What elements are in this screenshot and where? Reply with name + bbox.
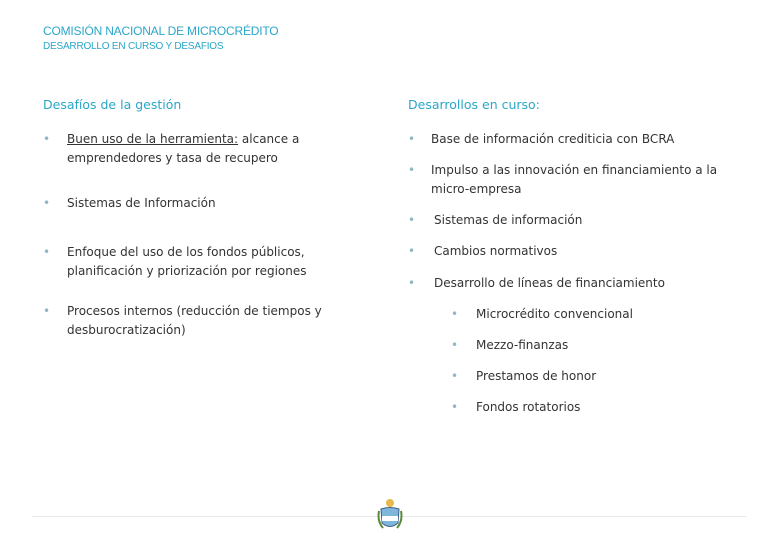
left-list-item	[43, 302, 363, 342]
bullet-icon: •	[408, 276, 416, 290]
bullet-icon: •	[43, 132, 51, 146]
left-list-item	[43, 194, 363, 214]
item-text: Sistemas de Información	[67, 196, 216, 210]
right-column-heading: Desarrollos en curso:	[408, 97, 540, 112]
bullet-icon: •	[451, 400, 459, 414]
left-column-heading: Desafíos de la gestión	[43, 97, 182, 112]
right-list-item	[408, 211, 748, 231]
coat-of-arms-icon	[377, 497, 403, 533]
bullet-icon: •	[451, 307, 459, 321]
right-sub-item	[451, 398, 711, 418]
right-list-item	[408, 130, 748, 150]
bullet-icon: •	[408, 213, 416, 227]
page-subtitle: DESARROLLO EN CURSO Y DESAFIOS	[43, 41, 224, 52]
item-text: Base de información crediticia con BCRA	[431, 132, 675, 146]
item-text-line2: desburocratización)	[67, 323, 186, 337]
right-list-item	[408, 242, 748, 262]
right-list-item	[408, 274, 748, 294]
right-sub-item	[451, 305, 711, 325]
page-title: COMISIÓN NACIONAL DE MICROCRÉDITO	[43, 24, 279, 38]
item-text: Impulso a las innovación en financiamiento a la	[431, 163, 718, 177]
item-underlined-text: Buen uso de la herramienta:	[67, 132, 239, 146]
bullet-icon: •	[451, 338, 459, 352]
item-text: Sistemas de información	[434, 213, 583, 227]
item-text-line2: micro-empresa	[431, 182, 522, 196]
item-text: Desarrollo de líneas de financiamiento	[434, 276, 665, 290]
item-text: Procesos internos (reducción de tiempos y	[67, 304, 322, 318]
sub-item-text: Mezzo-finanzas	[476, 338, 569, 352]
bullet-icon: •	[43, 304, 51, 318]
bullet-icon: •	[408, 132, 416, 146]
right-sub-item	[451, 367, 711, 387]
bullet-icon: •	[43, 196, 51, 210]
item-text-line2: planificación y priorización por regiones	[67, 264, 307, 278]
sub-item-text: Microcrédito convencional	[476, 307, 633, 321]
sub-item-text: Prestamos de honor	[476, 369, 597, 383]
bullet-icon: •	[43, 245, 51, 259]
bullet-icon: •	[451, 369, 459, 383]
right-sub-item	[451, 336, 711, 356]
bullet-icon: •	[408, 163, 416, 177]
right-list-item	[408, 161, 748, 201]
left-list-item	[43, 130, 363, 170]
bullet-icon: •	[408, 244, 416, 258]
item-text: Cambios normativos	[434, 244, 558, 258]
sub-item-text: Fondos rotatorios	[476, 400, 581, 414]
item-text-line2: emprendedores y tasa de recupero	[67, 151, 278, 165]
item-text: Enfoque del uso de los fondos públicos,	[67, 245, 305, 259]
item-text: alcance a	[238, 132, 300, 146]
left-list-item	[43, 243, 363, 283]
